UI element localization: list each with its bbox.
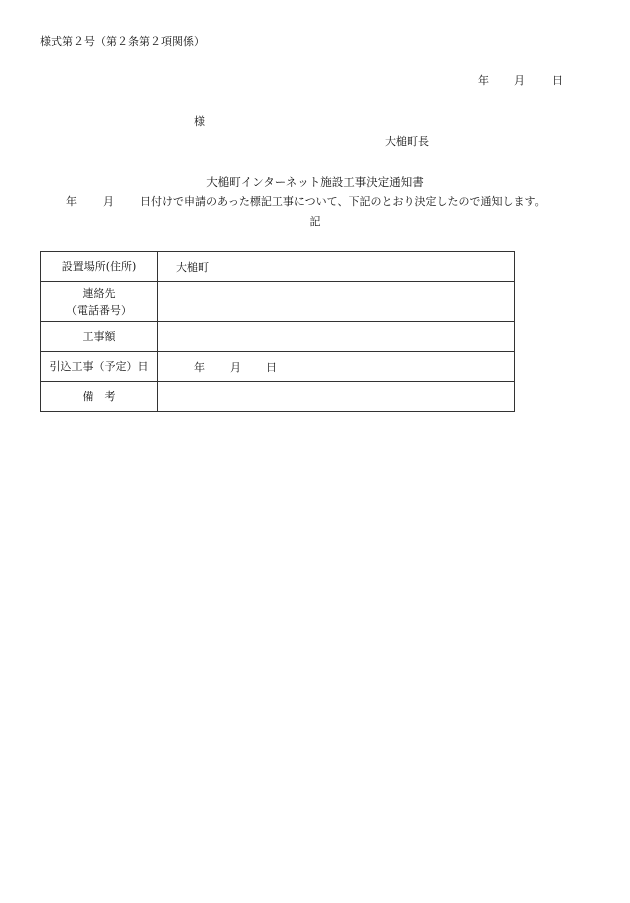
row-label-cost: 工事額 [41,322,158,352]
body-year: 年 [66,195,77,208]
row-value-contact [158,282,515,322]
table-row [41,252,515,282]
info-table [40,251,515,412]
ki-label: 記 [309,215,321,228]
install-date-day: 日 [266,360,277,374]
body-sentence: 日付けで申請のあった標記工事について、下記のとおり決定したので通知します。 [140,195,546,208]
document-title: 大槌町インターネット施設工事決定通知書 [206,175,424,189]
install-date-month: 月 [230,360,241,374]
row-label-contact-line2: （電話番号） [66,303,132,317]
row-value-cost [158,322,515,352]
form-number: 様式第２号（第２条第２項関係） [40,35,205,48]
row-label-contact [41,282,158,322]
row-value-location: 大槌町 [158,252,515,282]
header-date-year: 年 [478,74,489,87]
header-date [478,74,563,88]
table-row [41,282,515,322]
row-value-install-date [158,352,515,382]
install-date-year: 年 [194,360,205,374]
header-date-day: 日 [552,74,563,87]
body-month: 月 [103,195,114,208]
table-row [41,352,515,382]
addressee-suffix: 様 [194,115,205,128]
issuer: 大槌町長 [385,135,429,148]
row-label-location: 設置場所(住所) [41,252,158,282]
body-text [66,195,546,209]
row-label-remarks: 備 考 [41,382,158,412]
row-label-install-date: 引込工事（予定）日 [41,352,158,382]
row-label-contact-line1: 連絡先 [82,286,116,300]
header-date-month: 月 [514,74,525,87]
table-row [41,322,515,352]
table-row [41,382,515,412]
row-value-remarks [158,382,515,412]
